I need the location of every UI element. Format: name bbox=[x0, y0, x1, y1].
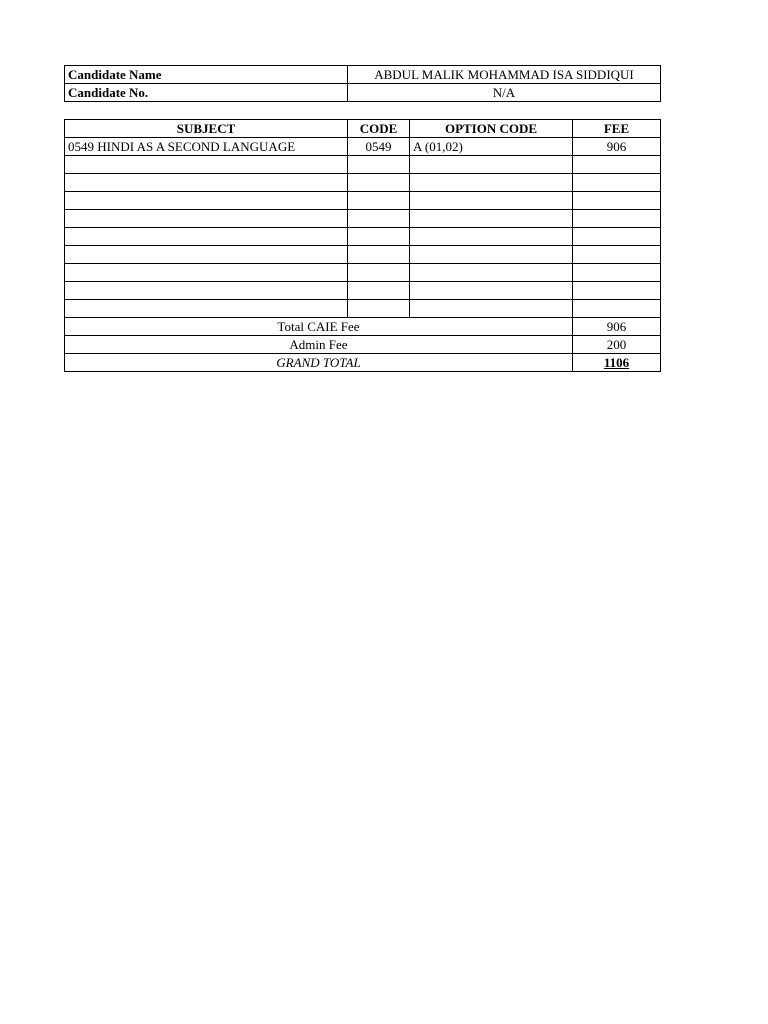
empty-cell bbox=[65, 192, 348, 210]
fees-body bbox=[65, 138, 661, 318]
empty-cell bbox=[410, 156, 573, 174]
empty-cell bbox=[573, 174, 661, 192]
empty-cell bbox=[573, 282, 661, 300]
empty-cell bbox=[348, 192, 410, 210]
empty-cell bbox=[65, 264, 348, 282]
grand-total-row bbox=[65, 354, 661, 372]
subject-fees-table bbox=[64, 119, 661, 372]
subject-cell: 0549 HINDI AS A SECOND LANGUAGE bbox=[65, 138, 348, 156]
grand-total-value: 1106 bbox=[573, 354, 661, 372]
empty-cell bbox=[410, 300, 573, 318]
empty-cell bbox=[573, 246, 661, 264]
table-row bbox=[65, 192, 661, 210]
grand-total-label: GRAND TOTAL bbox=[65, 354, 573, 372]
candidate-name-value: ABDUL MALIK MOHAMMAD ISA SIDDIQUI bbox=[348, 66, 661, 84]
empty-cell bbox=[348, 174, 410, 192]
total-caie-row bbox=[65, 318, 661, 336]
empty-cell bbox=[410, 192, 573, 210]
option-code-cell: A (01,02) bbox=[410, 138, 573, 156]
empty-cell bbox=[348, 156, 410, 174]
empty-cell bbox=[573, 192, 661, 210]
fees-header-row bbox=[65, 120, 661, 138]
empty-cell bbox=[410, 174, 573, 192]
table-row bbox=[65, 210, 661, 228]
empty-cell bbox=[348, 246, 410, 264]
header-subject: SUBJECT bbox=[65, 120, 348, 138]
empty-cell bbox=[573, 264, 661, 282]
empty-cell bbox=[573, 300, 661, 318]
empty-cell bbox=[65, 300, 348, 318]
header-fee: FEE bbox=[573, 120, 661, 138]
candidate-number-value: N/A bbox=[348, 84, 661, 102]
table-row bbox=[65, 156, 661, 174]
empty-cell bbox=[348, 210, 410, 228]
candidate-info-table bbox=[64, 65, 661, 102]
header-option-code: OPTION CODE bbox=[410, 120, 573, 138]
table-row bbox=[65, 138, 661, 156]
empty-cell bbox=[410, 282, 573, 300]
header-code: CODE bbox=[348, 120, 410, 138]
total-caie-value: 906 bbox=[573, 318, 661, 336]
empty-cell bbox=[573, 228, 661, 246]
candidate-number-label: Candidate No. bbox=[65, 84, 348, 102]
empty-cell bbox=[65, 174, 348, 192]
empty-cell bbox=[348, 300, 410, 318]
admin-fee-label: Admin Fee bbox=[65, 336, 573, 354]
empty-cell bbox=[65, 282, 348, 300]
candidate-number-row bbox=[65, 84, 661, 102]
table-row bbox=[65, 246, 661, 264]
total-caie-label: Total CAIE Fee bbox=[65, 318, 573, 336]
code-cell: 0549 bbox=[348, 138, 410, 156]
empty-cell bbox=[348, 264, 410, 282]
empty-cell bbox=[65, 228, 348, 246]
empty-cell bbox=[410, 246, 573, 264]
table-row bbox=[65, 300, 661, 318]
candidate-name-label: Candidate Name bbox=[65, 66, 348, 84]
table-row bbox=[65, 228, 661, 246]
table-row bbox=[65, 174, 661, 192]
empty-cell bbox=[410, 228, 573, 246]
table-row bbox=[65, 282, 661, 300]
empty-cell bbox=[65, 156, 348, 174]
empty-cell bbox=[65, 246, 348, 264]
empty-cell bbox=[410, 210, 573, 228]
fee-cell: 906 bbox=[573, 138, 661, 156]
empty-cell bbox=[348, 282, 410, 300]
table-row bbox=[65, 264, 661, 282]
candidate-name-row bbox=[65, 66, 661, 84]
admin-fee-value: 200 bbox=[573, 336, 661, 354]
empty-cell bbox=[410, 264, 573, 282]
admin-fee-row bbox=[65, 336, 661, 354]
empty-cell bbox=[65, 210, 348, 228]
empty-cell bbox=[348, 228, 410, 246]
empty-cell bbox=[573, 210, 661, 228]
empty-cell bbox=[573, 156, 661, 174]
